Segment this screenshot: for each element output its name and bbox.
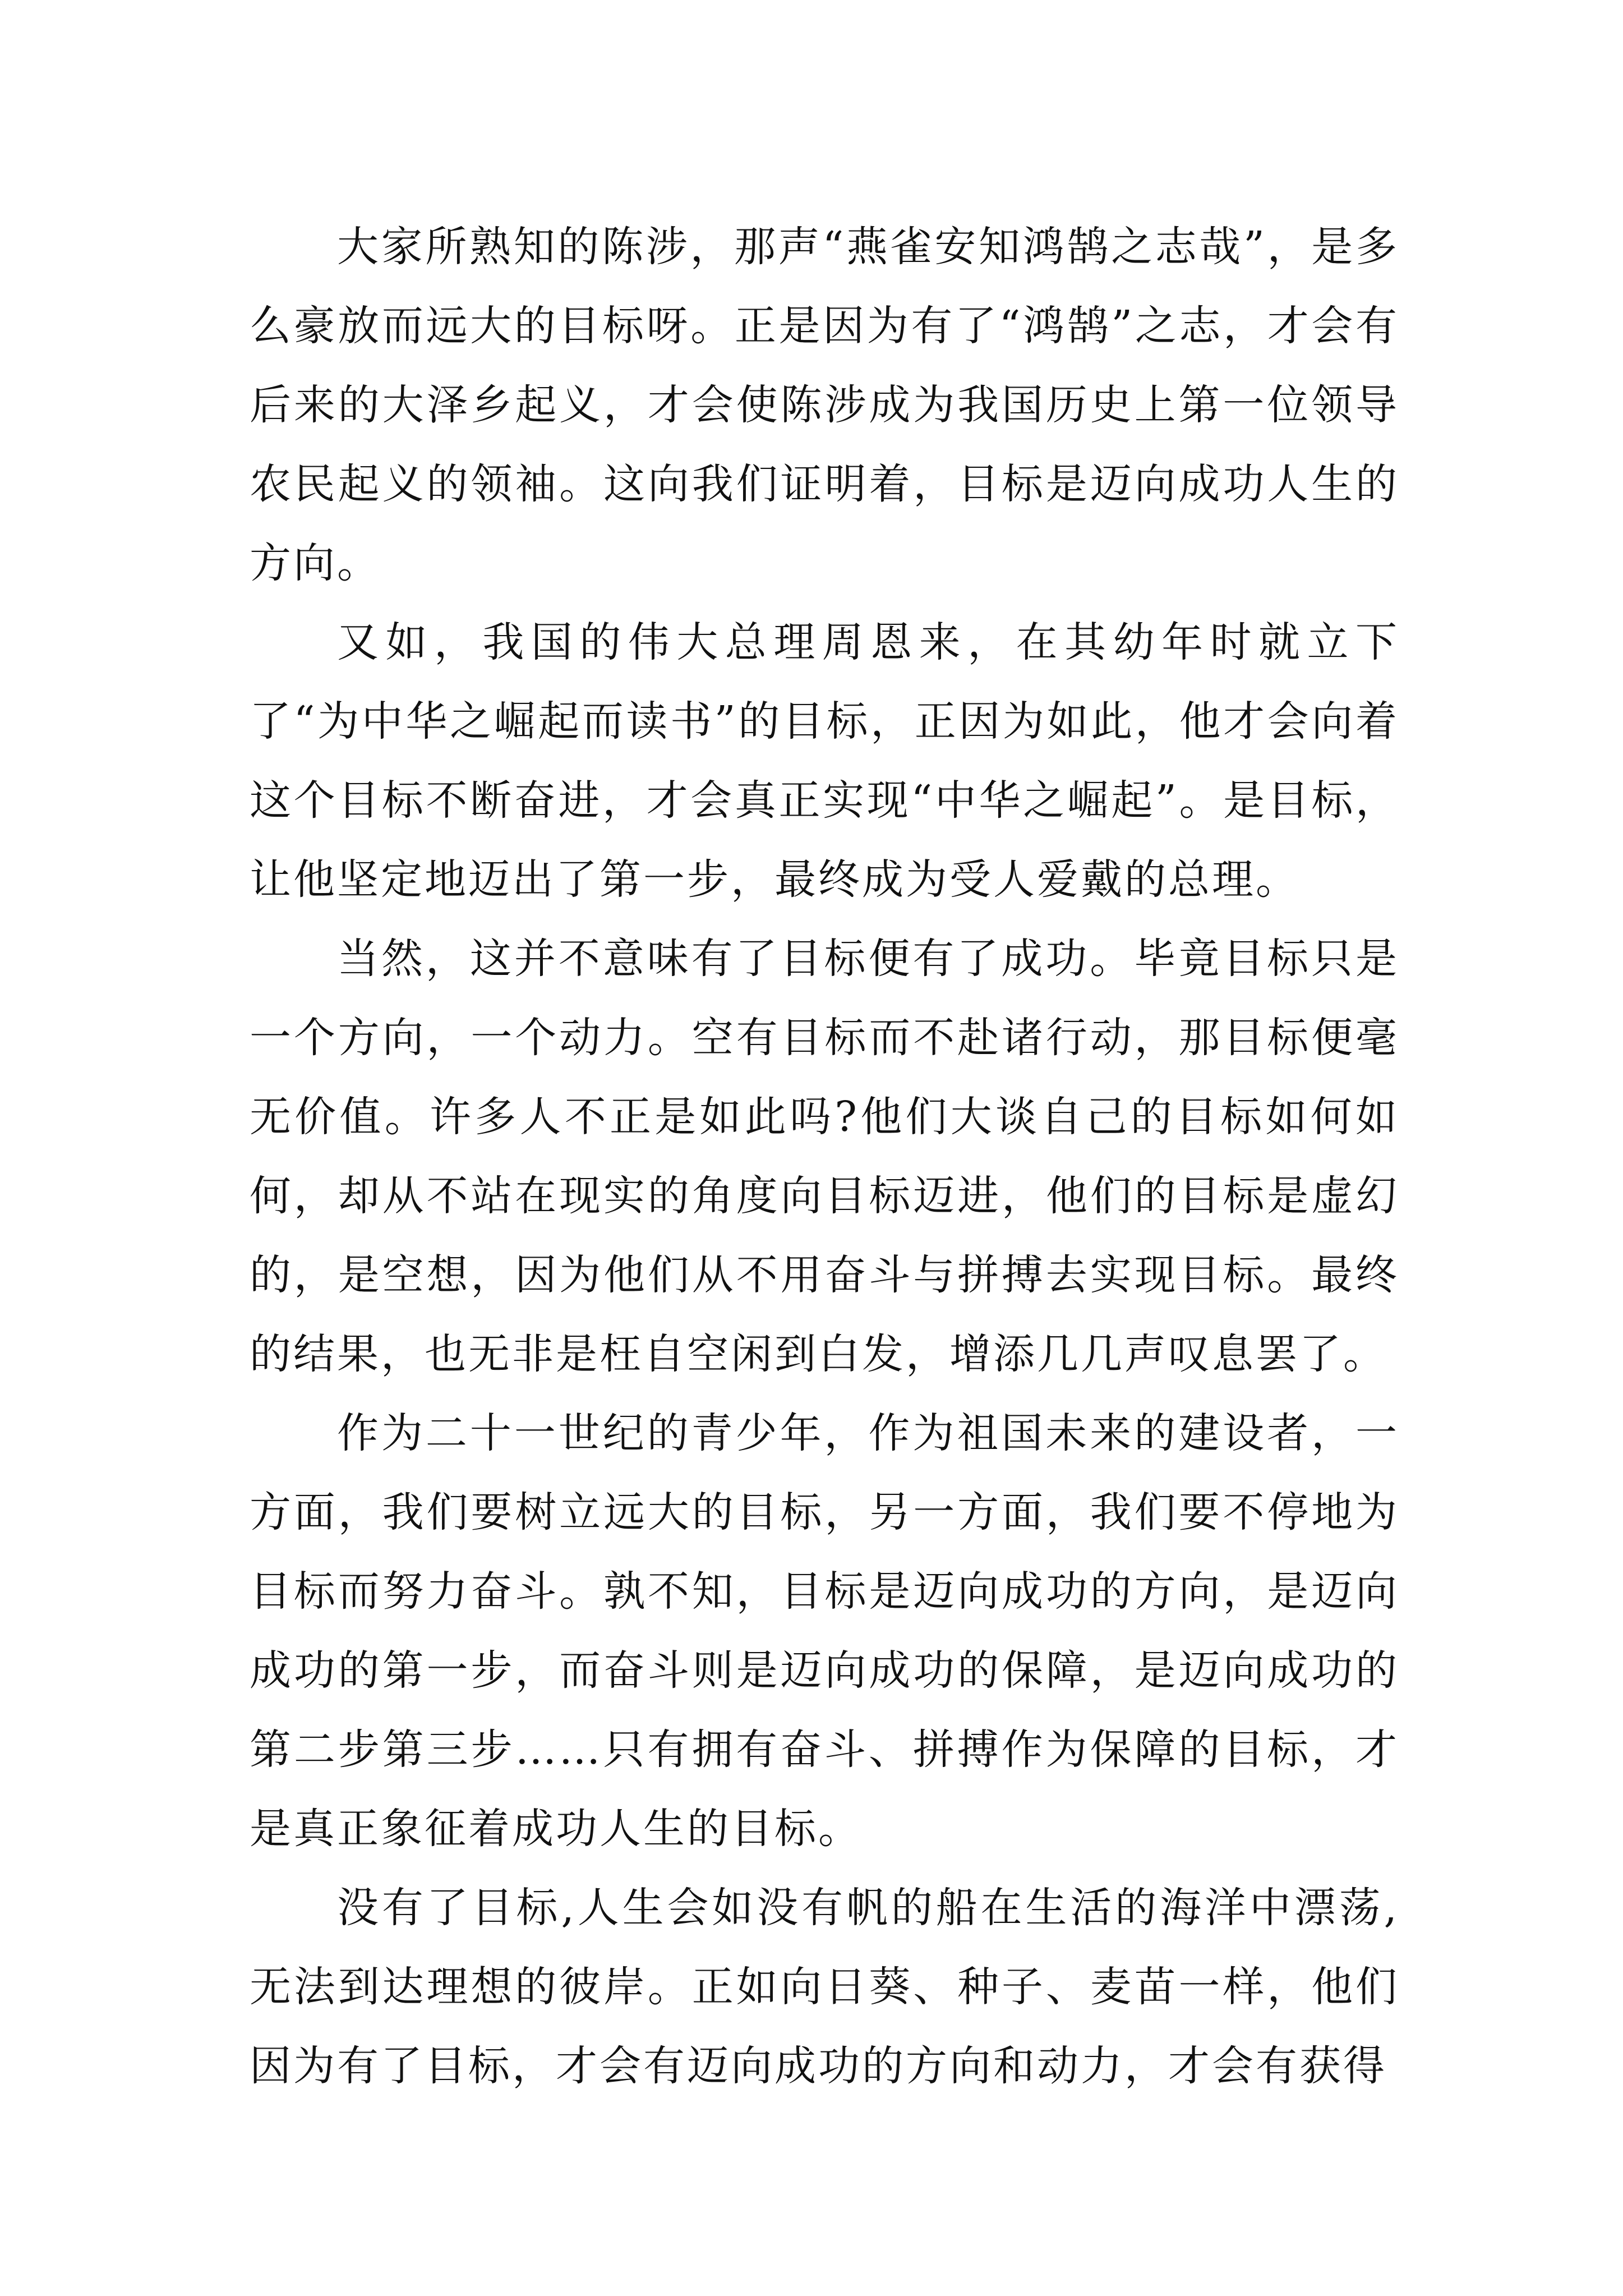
paragraph: 没有了目标,人生会如没有帆的船在生活的海洋中漂荡,无法到达理想的彼岸。正如向日葵、种子、麦苗一样，他们因为有了目标，才会有迈向成功的方向和动力，才会有获得 [250,1884,1399,2090]
paragraph: 作为二十一世纪的青少年，作为祖国未来的建设者，一方面，我们要树立远大的目标，另一方面，我们要不停地为目标而努力奋斗。孰不知，目标是迈向成功的方向，是迈向成功的第一步，而奋斗则是迈向成功的保障，是迈向成功的第二步第三步……只有拥有奋斗、拼搏作为保障的目标，才是真正象征着成功人生的目标。 [250,1409,1399,1853]
document-body [250,208,1399,2106]
paragraph: 大家所熟知的陈涉，那声“燕雀安知鸿鹄之志哉”，是多么豪放而远大的目标呀。正是因为有了“鸿鹄”之志，才会有后来的大泽乡起义，才会使陈涉成为我国历史上第一位领导农民起义的领袖。这向我们证明着，目标是迈向成功人生的方向。 [250,223,1399,587]
paragraph: 当然，这并不意味有了目标便有了成功。毕竟目标只是一个方向，一个动力。空有目标而不赴诸行动，那目标便毫无价值。许多人不正是如此吗?他们大谈自己的目标如何如何，却从不站在现实的角度向目标迈进，他们的目标是虚幻的，是空想，因为他们从不用奋斗与拼搏去实现目标。最终的结果，也无非是枉自空闲到白发，增添几几声叹息罢了。 [250,935,1399,1378]
paragraph: 又如，我国的伟大总理周恩来，在其幼年时就立下了“为中华之崛起而读书”的目标，正因为如此，他才会向着这个目标不断奋进，才会真正实现“中华之崛起”。是目标，让他坚定地迈出了第一步，最终成为受人爱戴的总理。 [250,618,1399,904]
